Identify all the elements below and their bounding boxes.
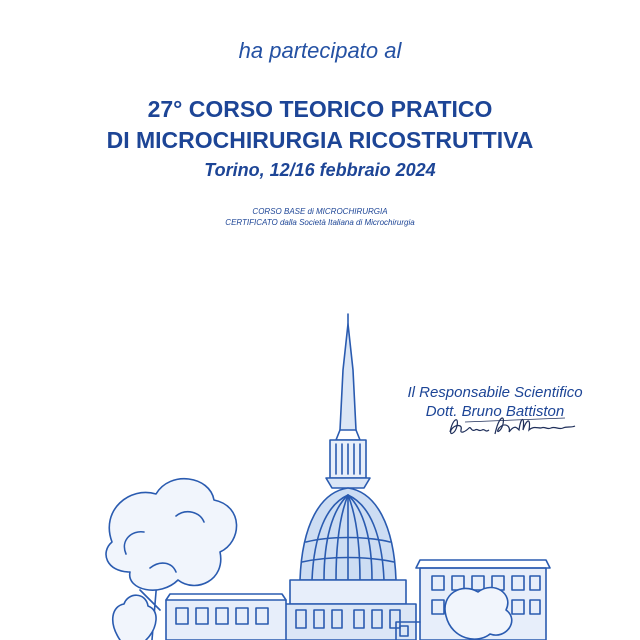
signatory-name: Dott. Bruno Battiston [425,403,565,420]
signatory-role: Il Responsabile Scientifico [407,384,583,401]
mole-antonelliana-illustration [0,310,640,640]
participated-line: ha partecipato al [238,38,402,63]
course-place-date: Torino, 12/16 febbraio 2024 [204,160,436,180]
course-title-line1: 27° CORSO TEORICO PRATICO [147,96,493,122]
course-title [0,94,640,156]
course-note-certified: CERTIFICATO dalla Società Italiana di Microchirurgia [225,218,415,227]
course-note-base: CORSO BASE di MICROCHIRURGIA [252,207,388,216]
course-title-line2: DI MICROCHIRURGIA RICOSTRUTTIVA [106,127,534,153]
